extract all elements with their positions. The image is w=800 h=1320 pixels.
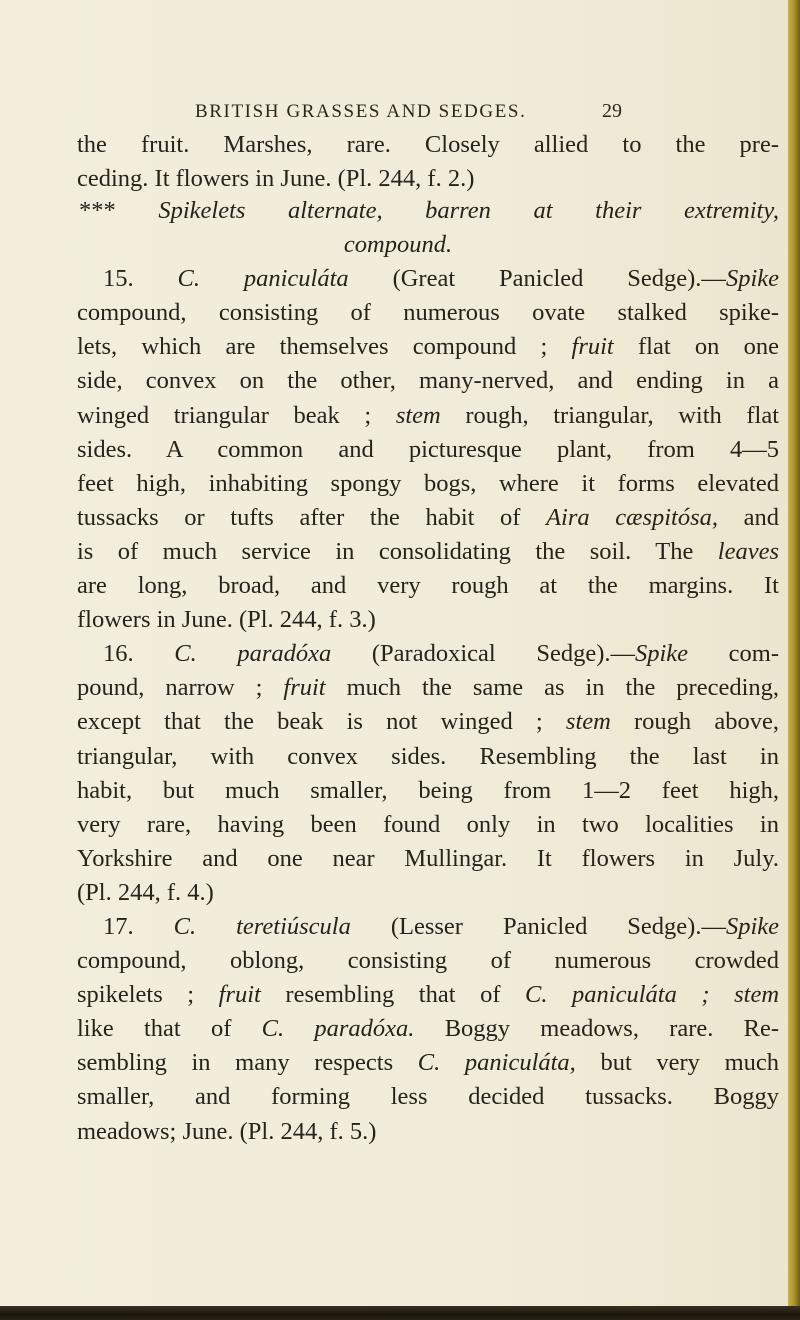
common-name: (Paradoxical Sedge).— (371, 640, 635, 668)
text-line: compound, oblong, consisting of numerous crowded (77, 947, 779, 975)
common-name: (Great Panicled Sedge).— (392, 265, 726, 293)
text-line: except that the beak is not winged ; stem rough above, (77, 708, 779, 736)
species-name: teretiúscula (236, 912, 351, 940)
text-line: pound, narrow ; fruit much the same as in the preceding, (77, 674, 780, 702)
text-line: sides. A common and picturesque plant, from 4—5 (77, 435, 779, 463)
text-line: smaller, and forming less decided tussacks. Boggy (77, 1083, 779, 1111)
continued-paragraph (77, 128, 779, 196)
text-line: the fruit. Marshes, rare. Closely allied to the pre- (77, 131, 779, 158)
text-line: spikelets ; fruit resembling that of C. paniculáta ; stem (77, 981, 780, 1009)
page-edge-binding (788, 0, 800, 1320)
page-number: 29 (602, 100, 622, 122)
species-entry-15-line: 15. C. paniculáta (Great Panicled Sedge).—Spike (103, 265, 779, 293)
text-line: Yorkshire and one near Mullingar. It flowers in July. (77, 844, 779, 872)
common-name: (Lesser Panicled Sedge).— (390, 912, 726, 940)
text-line: is of much service in consolidating the soil. The leaves (77, 537, 779, 565)
text-line: winged triangular beak ; stem rough, triangular, with flat (77, 401, 780, 429)
text-line: tussacks or tufts after the habit of Aira cæspitósa, and (77, 503, 779, 531)
text-line: side, convex on the other, many-nerved, and ending in a (77, 367, 779, 395)
species-name: paniculáta (243, 265, 349, 293)
species-name: paradóxa (237, 640, 332, 668)
text-line: (Pl. 244, f. 4.) (77, 878, 214, 906)
section-heading-text: Spikelets alternate, barren at their extremity, (158, 197, 779, 224)
text-line: triangular, with convex sides. Resembling the last in (77, 742, 779, 770)
section-heading (77, 194, 779, 228)
running-head: BRITISH GRASSES AND SEDGES. (195, 101, 527, 122)
text-line: meadows; June. (Pl. 244, f. 5.) (77, 1117, 377, 1145)
text-line: ceding. It flowers in June. (Pl. 244, f. 2.) (77, 165, 475, 193)
text-line: feet high, inhabiting spongy bogs, where it forms elevated (77, 469, 779, 497)
text-line: compound, consisting of numerous ovate stalked spike- (77, 299, 779, 327)
text-line: like that of C. paradóxa. Boggy meadows, rare. Re- (77, 1015, 780, 1043)
section-body (77, 194, 779, 1149)
page-edge-bottom (0, 1306, 800, 1320)
text-line: are long, broad, and very rough at the margins. It (77, 572, 779, 600)
species-entry-17-line: 17. C. teretiúscula (Lesser Panicled Sedge).—Spike (103, 912, 780, 940)
text-line: habit, but much smaller, being from 1—2 feet high, (77, 776, 779, 804)
text-line: sembling in many respects C. paniculáta, but very much (77, 1049, 779, 1077)
species-entry-16-line: 16. C. paradóxa (Paradoxical Sedge).—Spike com- (103, 640, 780, 668)
section-marker: *** (79, 197, 116, 224)
text-line: flowers in June. (Pl. 244, f. 3.) (77, 606, 376, 634)
text-line: very rare, having been found only in two localities in (77, 810, 779, 838)
text-line: lets, which are themselves compound ; fruit flat on one (77, 333, 779, 361)
section-heading-cont: compound. (343, 231, 453, 259)
